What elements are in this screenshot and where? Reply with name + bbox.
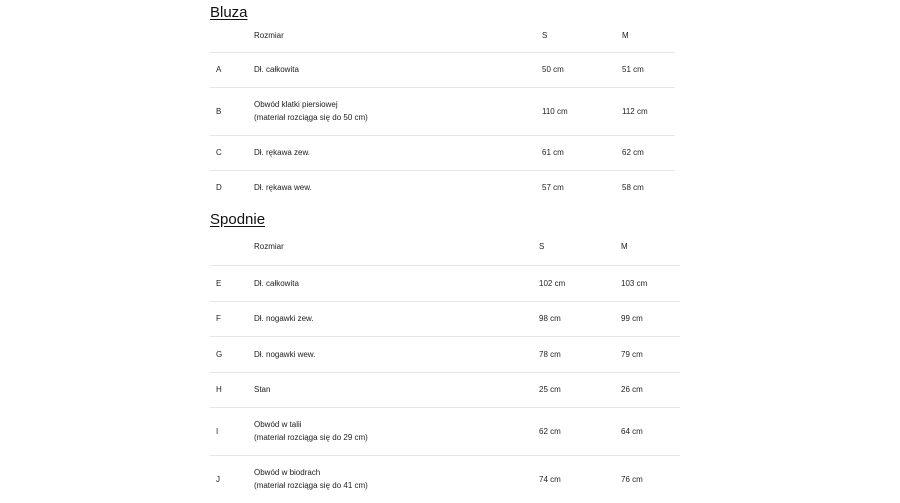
table-header-row <box>210 229 680 265</box>
header-size-label: Rozmiar <box>254 31 284 41</box>
row-code: G <box>210 336 254 372</box>
row-code: E <box>210 265 254 301</box>
row-value-m: 112 cm <box>622 87 675 135</box>
table-row <box>210 407 680 455</box>
row-code: J <box>210 455 254 503</box>
table-row <box>210 135 675 170</box>
row-code: I <box>210 407 254 455</box>
header-code-cell <box>210 20 254 52</box>
row-value-s: 110 cm <box>542 87 622 135</box>
row-value-s: 25 cm <box>539 372 621 407</box>
row-label-text: Dł. nogawki wew. <box>254 349 316 359</box>
row-value-s: 62 cm <box>539 407 621 455</box>
row-code: F <box>210 301 254 336</box>
row-label <box>254 301 539 336</box>
row-value-s: 74 cm <box>539 455 621 503</box>
row-label-text: Dł. rękawa wew. <box>254 182 312 192</box>
row-code: A <box>210 52 254 87</box>
row-value-m: 99 cm <box>621 301 680 336</box>
row-label-text: Obwód klatki piersiowej <box>254 100 338 109</box>
row-label-text: Dł. całkowita <box>254 278 299 288</box>
row-label-text: Dł. rękawa zew. <box>254 148 311 157</box>
row-code: C <box>210 135 254 170</box>
row-value-s: 78 cm <box>539 336 621 372</box>
row-label-text: Obwód w biodrach <box>254 468 321 478</box>
row-value-s: 102 cm <box>539 265 621 301</box>
table-row <box>210 87 675 135</box>
row-label-note: (materiał rozciąga się do 41 cm) <box>254 481 368 491</box>
row-value-m: 64 cm <box>621 407 680 455</box>
table-row <box>210 170 675 204</box>
table-row <box>210 265 680 301</box>
row-code: H <box>210 372 254 407</box>
header-size-label: Rozmiar <box>254 242 284 252</box>
row-code: D <box>210 170 254 204</box>
row-value-m: 26 cm <box>621 372 680 407</box>
row-value-m: 76 cm <box>621 455 680 503</box>
size-table-spodnie <box>210 229 680 503</box>
row-label-text: Dł. całkowita <box>254 65 299 74</box>
row-label <box>254 336 539 372</box>
row-value-m: 51 cm <box>622 52 675 87</box>
header-size-m: M <box>621 242 628 252</box>
row-value-s: 98 cm <box>539 301 621 336</box>
row-label <box>254 372 539 407</box>
row-value-m: 58 cm <box>622 170 675 204</box>
table-row <box>210 52 675 87</box>
table-row <box>210 455 680 503</box>
row-value-m: 62 cm <box>622 135 675 170</box>
row-value-s: 50 cm <box>542 52 622 87</box>
row-label <box>254 87 542 135</box>
header-size-s: S <box>542 31 548 41</box>
row-label <box>254 52 542 87</box>
row-label <box>254 170 542 204</box>
row-label-text: Stan <box>254 385 271 394</box>
row-label <box>254 265 539 301</box>
row-label-note: (materiał rozciąga się do 50 cm) <box>254 113 368 122</box>
row-label <box>254 455 539 503</box>
row-value-s: 57 cm <box>542 170 622 204</box>
header-size-m: M <box>622 31 629 41</box>
table-row <box>210 372 680 407</box>
table-header-row <box>210 20 675 52</box>
row-label <box>254 135 542 170</box>
header-code-cell <box>210 229 254 265</box>
row-value-m: 103 cm <box>621 265 680 301</box>
row-value-m: 79 cm <box>621 336 680 372</box>
row-code: B <box>210 87 254 135</box>
size-table-bluza <box>210 20 675 204</box>
header-size-s: S <box>539 242 545 252</box>
section-title-spodnie: Spodnie <box>210 211 266 228</box>
row-value-s: 61 cm <box>542 135 622 170</box>
row-label-note: (materiał rozciąga się do 29 cm) <box>254 433 368 442</box>
table-row <box>210 301 680 336</box>
row-label <box>254 407 539 455</box>
row-label-text: Obwód w talii <box>254 420 302 429</box>
table-row <box>210 336 680 372</box>
section-title-bluza: Bluza <box>210 4 248 21</box>
row-label-text: Dł. nogawki zew. <box>254 314 314 323</box>
